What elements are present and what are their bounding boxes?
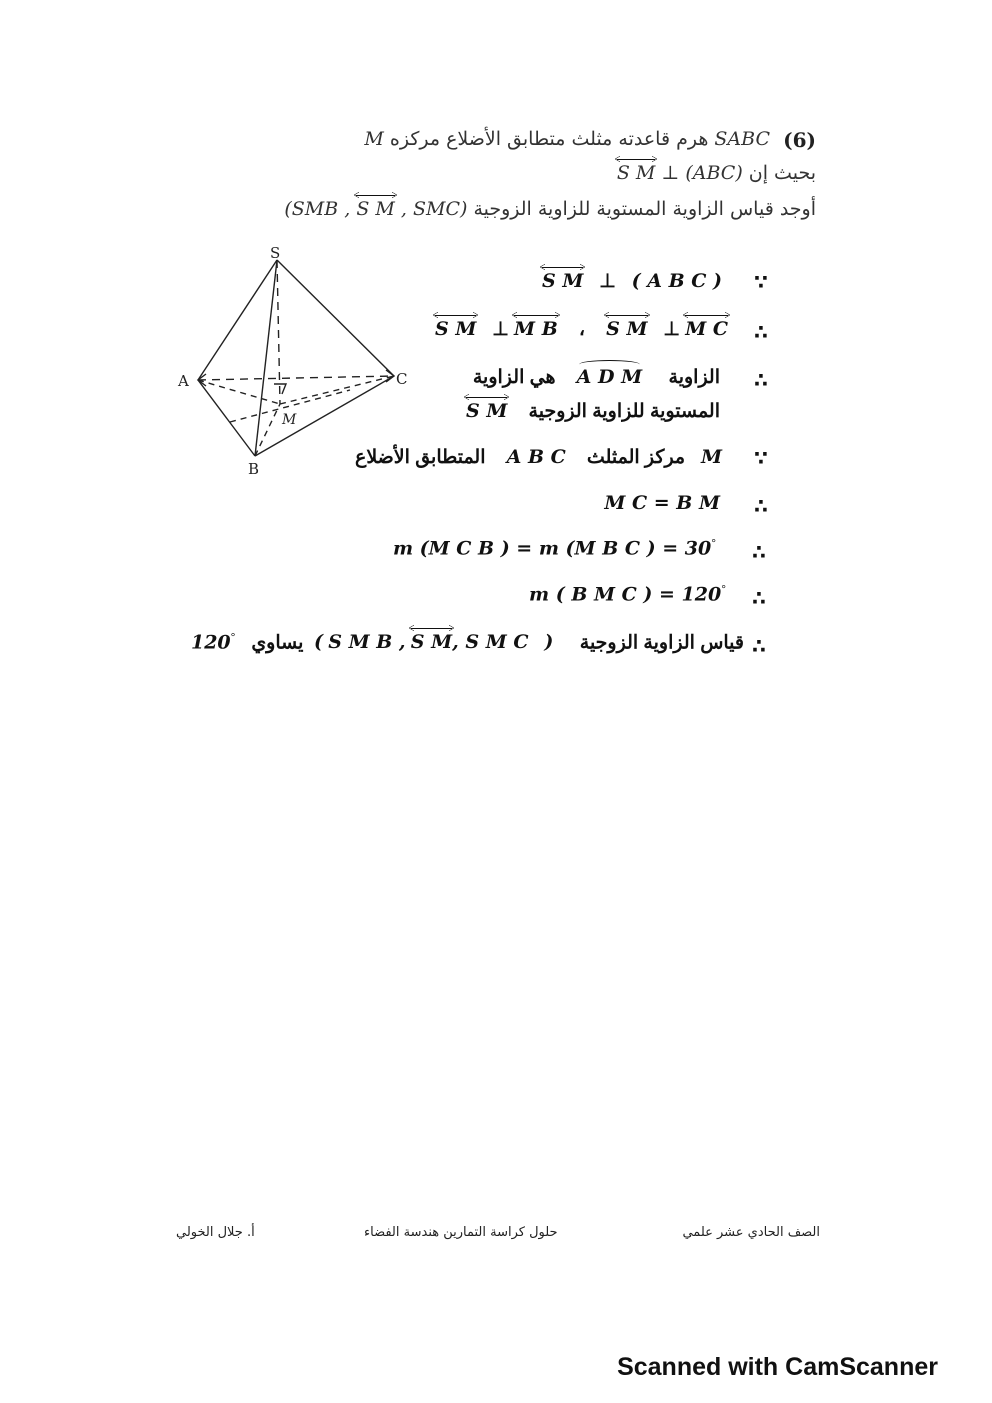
problem-line-3 — [284, 198, 816, 220]
line-mc: M C — [685, 318, 728, 340]
mc-equals-bm: M C = B M — [604, 492, 720, 514]
dihedral-measure-label: قياس الزاوية الزوجية — [579, 632, 744, 654]
word-angle: الزاوية — [668, 367, 720, 388]
because-symbol-1: ∵ — [754, 270, 768, 294]
center-name: M — [364, 128, 384, 150]
final-value-number: 120 — [190, 631, 231, 654]
paren-open: ( — [313, 631, 323, 654]
plane-smc: , S M C — [452, 631, 529, 654]
dihedral-math-a: (SMB , — [284, 198, 351, 220]
therefore-symbol-5: ∴ — [754, 494, 768, 518]
perp-1: ⊥ — [599, 271, 616, 292]
perp-2a: ⊥ — [492, 319, 509, 340]
planar-dihedral-text: المستوية للزاوية الزوجية — [528, 401, 720, 422]
therefore-symbol-3: ∴ — [754, 368, 768, 392]
step-1 — [542, 270, 722, 293]
footer-title: حلول كراسة التمارين هندسة الفضاء — [364, 1225, 558, 1240]
point-m-label: M — [282, 412, 297, 428]
dihedral-notation — [314, 631, 553, 654]
perp-symbol: ⊥ — [661, 162, 680, 184]
edge-sc — [277, 260, 394, 376]
edge-sm-final: S M — [410, 631, 453, 654]
pyramid-name: SABC — [714, 128, 770, 150]
problem-line-2-text: بحيث إن — [748, 162, 816, 184]
problem-line-2-math — [617, 162, 743, 184]
step-5 — [604, 492, 720, 515]
arabic-comma: ، — [578, 319, 586, 340]
equilateral-text: المتطابق الأضلاع — [355, 447, 486, 468]
problem-number: (6) — [783, 128, 816, 152]
step-3-line-2 — [466, 400, 720, 423]
problem-line-3-math — [284, 198, 467, 220]
line-sm: S M — [542, 270, 584, 292]
degree-7: ° — [721, 582, 726, 596]
triangle-abc: A B C — [506, 446, 566, 468]
angle-bmc-eq: m ( B M C ) = 120 — [529, 583, 722, 606]
camscanner-watermark: Scanned with CamScanner — [617, 1353, 938, 1381]
step-3-line-1 — [473, 366, 720, 389]
line-sm-a: S M — [434, 318, 477, 340]
step-2 — [435, 318, 728, 341]
degree-6: ° — [711, 536, 716, 550]
problem-line-1 — [364, 128, 770, 150]
is-the-angle: هي الزاوية — [472, 367, 556, 388]
therefore-symbol-2: ∴ — [754, 320, 768, 344]
edge-sm-step3: S M — [466, 400, 508, 422]
step-6 — [393, 536, 716, 560]
therefore-symbol-7: ∴ — [752, 586, 766, 610]
perp-2b: ⊥ — [663, 319, 680, 340]
problem-line-1-text: هرم قاعدته مثلث متطابق الأضلاع مركزه — [389, 128, 709, 150]
therefore-symbol-8: ∴ — [752, 634, 766, 658]
line-sm-b: S M — [606, 318, 648, 340]
center-of-triangle: مركز المثلث — [586, 447, 686, 468]
footer-grade: الصف الحادي عشر علمي — [682, 1225, 820, 1240]
edge-mc-hidden — [280, 376, 394, 404]
base-angles-eq: m (M C B ) = m (M B C ) = 30 — [392, 537, 712, 560]
vertex-a-label: A — [178, 372, 189, 390]
paren-close: ) — [544, 631, 554, 654]
step-4 — [355, 446, 722, 469]
vertex-c-label: C — [396, 370, 408, 388]
edge-am-hidden — [198, 380, 280, 404]
equals-word: يساوي — [251, 632, 304, 654]
edge-bc — [255, 376, 394, 456]
problem-line-2 — [617, 162, 816, 184]
vertex-b-label: B — [248, 460, 260, 478]
edge-ac-hidden — [198, 376, 394, 380]
edge-sm-hidden — [277, 260, 280, 404]
because-symbol-4: ∵ — [754, 446, 768, 470]
step-8 — [191, 630, 744, 654]
degree-8: ° — [230, 630, 236, 644]
line-mb: M B — [514, 318, 558, 340]
sm-line-problem: S M — [616, 162, 656, 184]
plane-abc: ( A B C ) — [631, 270, 722, 292]
final-value — [191, 630, 235, 654]
dihedral-edge-sm: S M — [356, 198, 395, 220]
dihedral-math-b: , SMC) — [400, 198, 468, 220]
angle-adm: A D M — [576, 366, 643, 388]
step-7 — [529, 582, 726, 606]
vertex-s-label: S — [270, 244, 281, 262]
problem-line-3-text: أوجد قياس الزاوية المستوية للزاوية الزوجية — [473, 198, 816, 220]
footer-author: أ. جلال الخولي — [176, 1225, 255, 1240]
point-m: M — [700, 446, 722, 468]
plane-smb: S M B , — [328, 631, 406, 654]
plane-abc-problem: (ABC) — [685, 162, 743, 184]
therefore-symbol-6: ∴ — [752, 540, 766, 564]
